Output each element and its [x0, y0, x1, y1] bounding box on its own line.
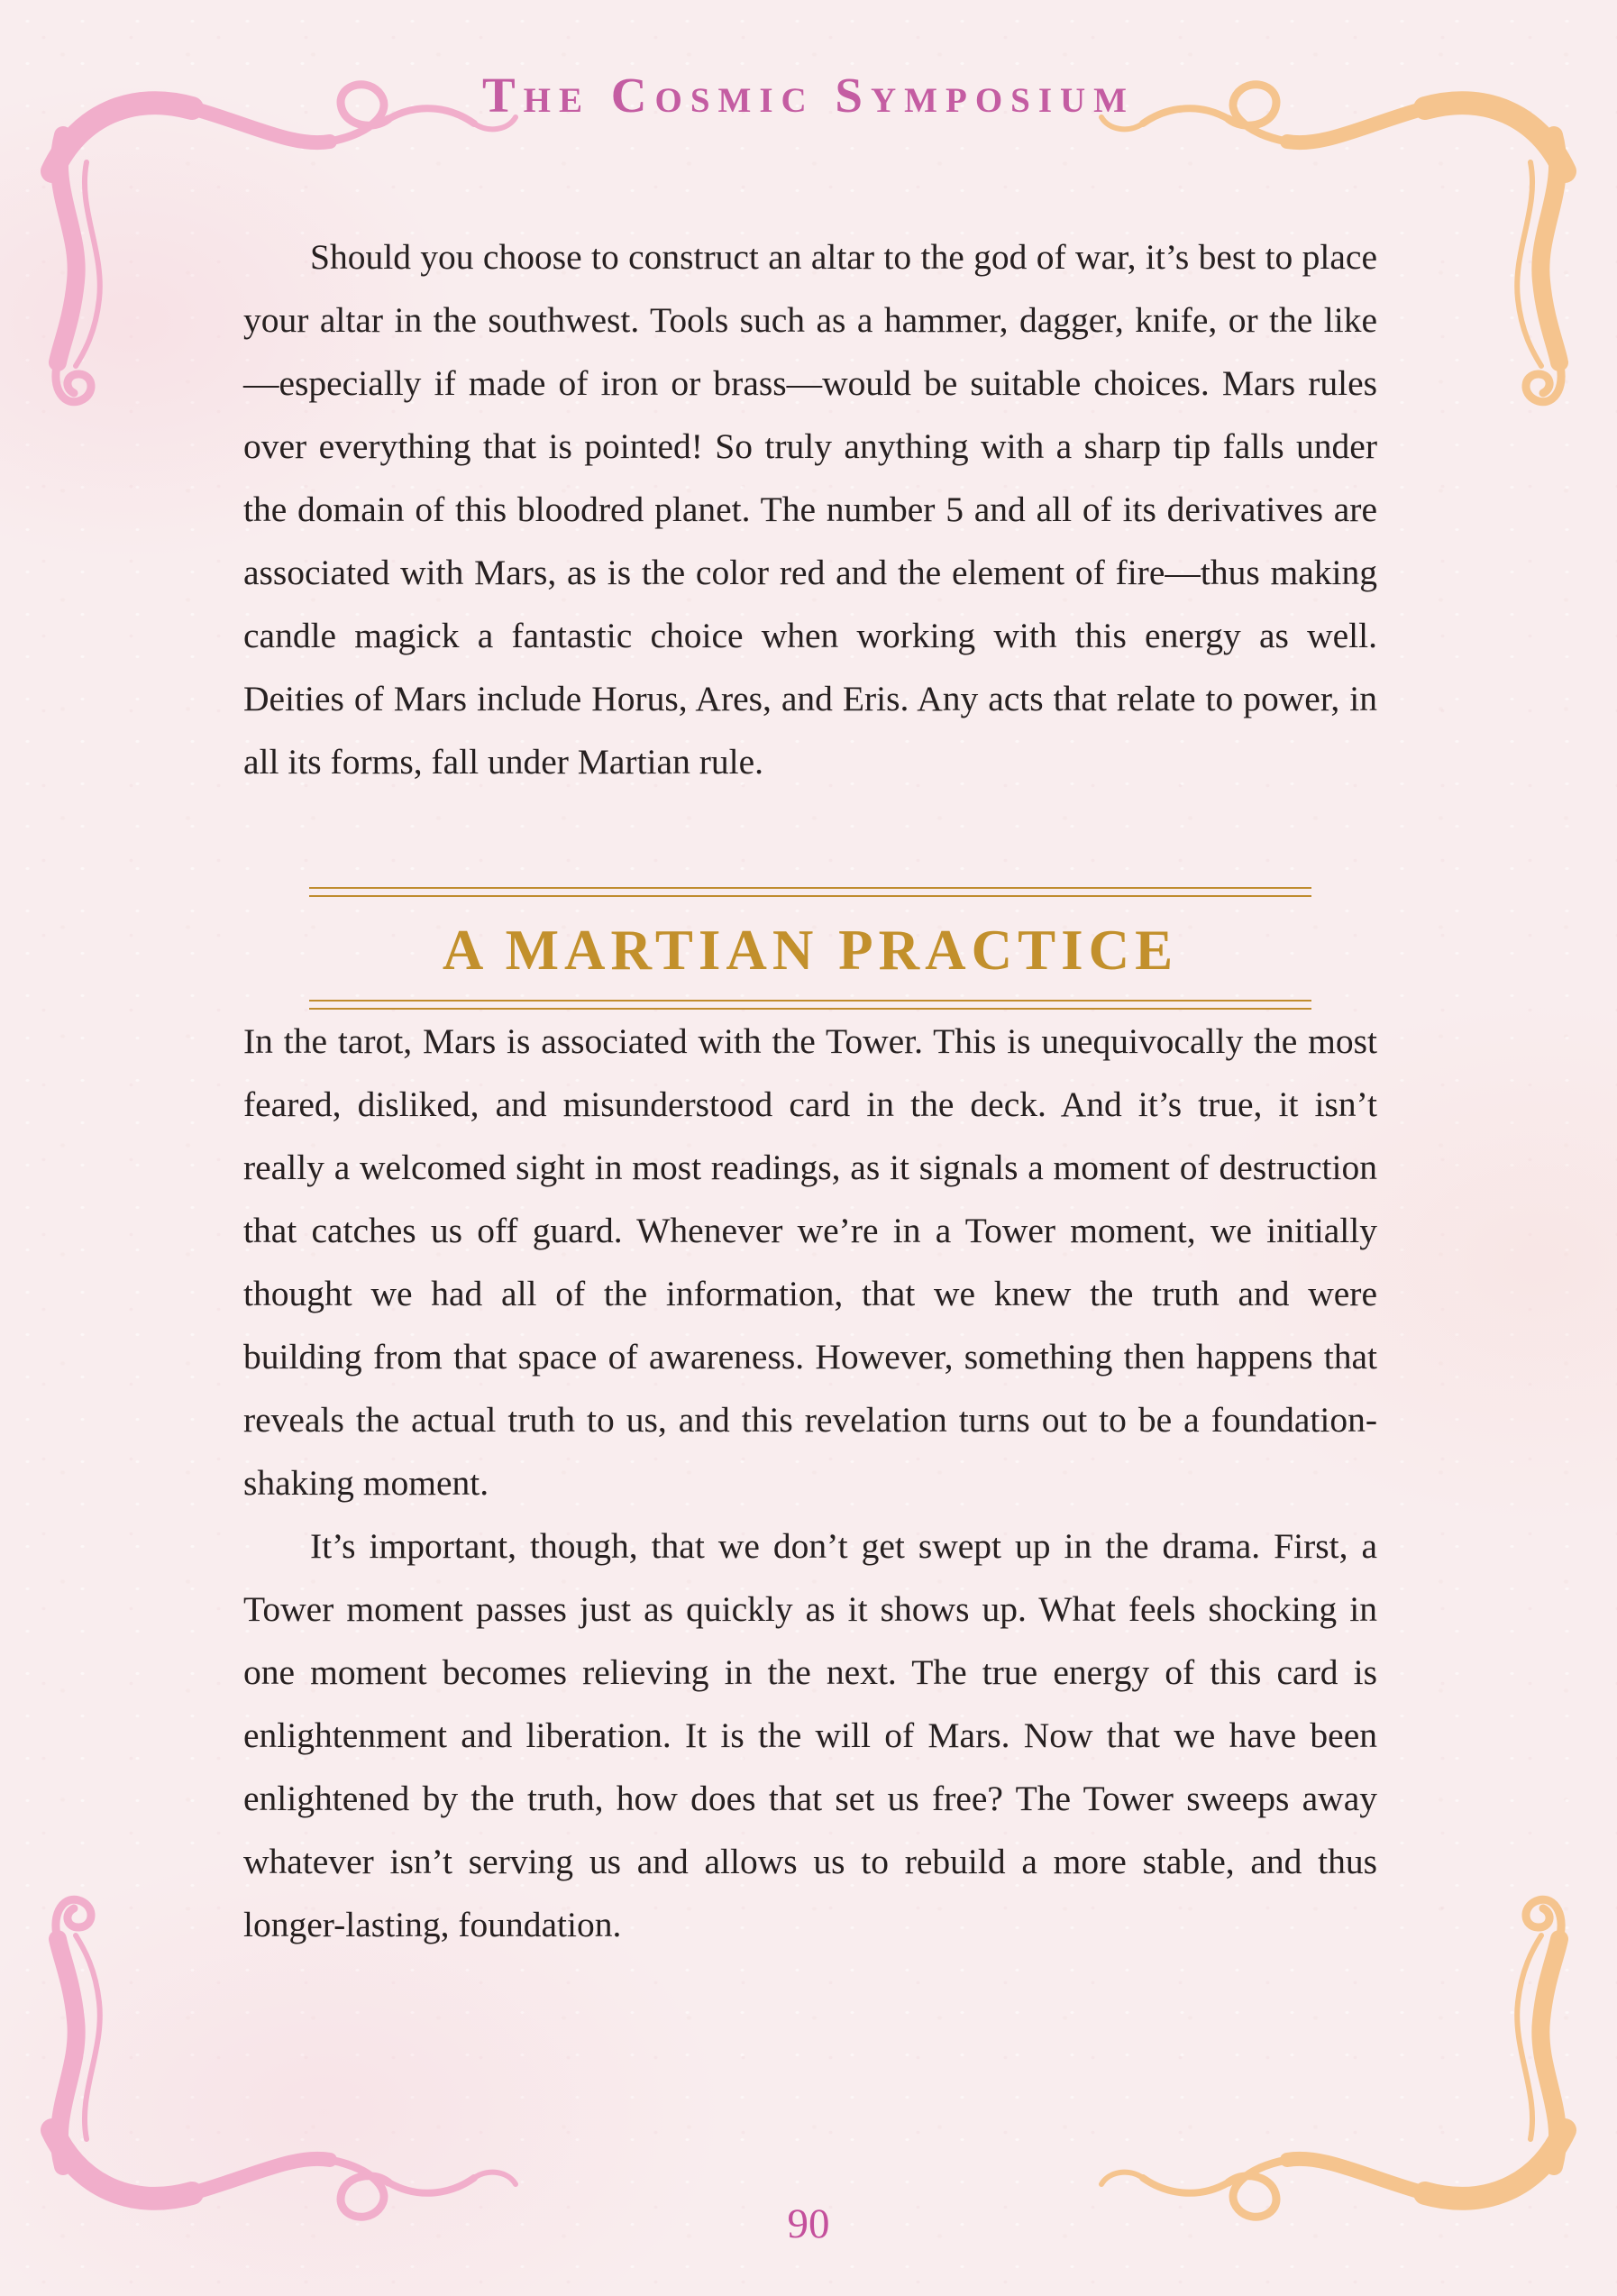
double-rule-top [309, 887, 1311, 897]
section-heading: A MARTIAN PRACTICE [442, 919, 1179, 982]
double-rule-bottom [309, 1000, 1311, 1010]
body-paragraph: In the tarot, Mars is associated with the Tower. This is unequivocally the most feared, disliked, and misunderstood card in the deck. And it’s true, it isn’t really a welcomed sight in most readings, as it signals a moment of destruction that catches us off guard. Whenever we’re in a Tower moment, we initially thought we had all of the information, that we knew the truth and were building from that space of awareness. However, something then happens that reveals the actual truth to us, and this revelation turns out to be a foundation-shaking moment. [243, 1021, 1377, 1503]
text-column [243, 225, 1377, 1956]
body-paragraph: Should you choose to construct an altar to the god of war, it’s best to place your altar in the southwest. Tools such as a hammer, dagger, knife, or the like—especially if made of iron or brass—would be suitable choices. Mars rules over everything that is pointed! So truly anything with a sharp tip falls under the domain of this bloodred planet. The number 5 and all of its derivatives are associated with Mars, as is the color red and the element of fire—thus making candle magick a fantastic choice when working with this energy as well. Deities of Mars include Horus, Ares, and Eris. Any acts that relate to power, in all its forms, fall under Martian rule. [243, 237, 1377, 782]
section-heading-block [309, 887, 1311, 1010]
page-number: 90 [787, 2200, 830, 2247]
body-paragraph: It’s important, though, that we don’t get swept up in the drama. First, a Tower moment passes just as quickly as it shows up. What feels shocking in one moment becomes relieving in the next. The true energy of this card is enlightenment and liberation. It is the will of Mars. Now that we have been enlightened by the truth, how does that set us free? The Tower sweeps away whatever isn’t serving us and allows us to rebuild a more stable, and thus longer-lasting, foundation. [243, 1526, 1377, 1944]
running-head-title: The Cosmic Symposium [482, 68, 1135, 123]
